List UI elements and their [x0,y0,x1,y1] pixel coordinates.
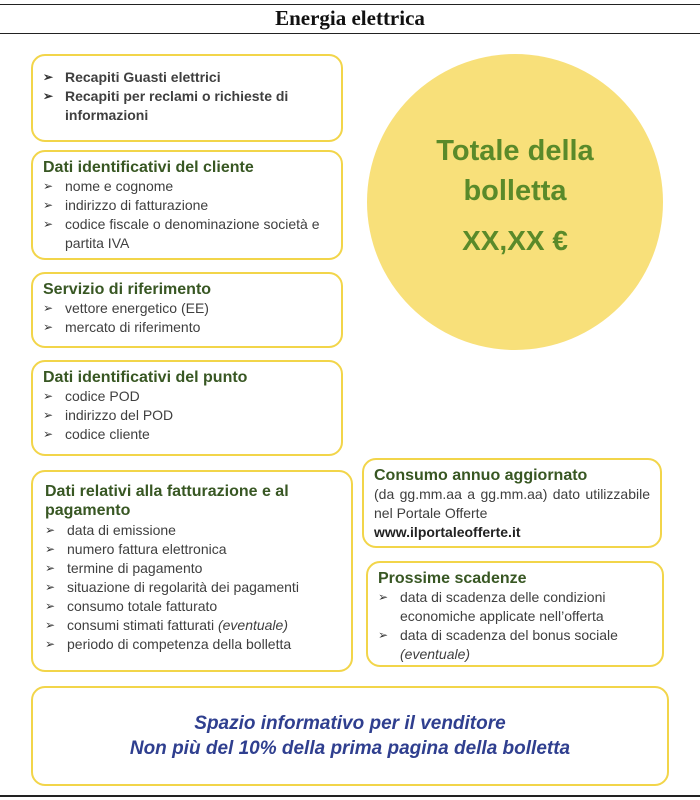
item-note: (eventuale) [400,646,471,662]
list-item: ➢ indirizzo di fatturazione [43,197,209,213]
arrow-bullet-icon: ➢ [43,198,54,212]
list-item: ➢ termine di pagamento [45,560,203,576]
arrow-bullet-icon: ➢ [43,70,54,84]
consumo-box [362,458,662,548]
arrow-bullet-icon: ➢ [43,89,54,103]
arrow-bullet-icon: ➢ [43,408,54,422]
arrow-bullet-icon: ➢ [378,628,389,642]
list-item: ➢ vettore energetico (EE) [43,300,209,316]
punto-list [43,387,331,444]
cliente-title: Dati identificativi del cliente [43,159,254,176]
arrow-bullet-icon: ➢ [45,580,56,594]
arrow-bullet-icon: ➢ [45,561,56,575]
fatturazione-title: Dati relativi alla fatturazione e al pagamento [45,483,289,519]
list-item: ➢ numero fattura elettronica [45,541,227,557]
venditore-box [31,686,669,786]
list-item: ➢ data di emissione [45,522,176,538]
venditore-line-2: Non più del 10% della prima pagina della bolletta [129,738,571,759]
servizio-box [31,272,343,348]
list-item: ➢ periodo di competenza della bolletta [45,636,292,652]
page-title: Energia elettrica [275,6,425,30]
venditore-line-1: Spazio informativo per il venditore [194,713,506,734]
scadenze-title: Prossime scadenze [378,570,527,587]
scadenze-list [378,588,652,664]
portale-link[interactable]: www.ilportaleofferte.it [374,524,521,540]
recapiti-list [43,68,331,125]
list-item: ➢ Recapiti per reclami o richieste di informazioni [43,88,289,123]
punto-box [31,360,343,456]
list-item: ➢ data di scadenza delle condizioni economiche applicate nell’offerta [378,589,606,624]
list-item: ➢ data di scadenza del bonus sociale (eventuale) [378,627,618,662]
arrow-bullet-icon: ➢ [45,523,56,537]
bottom-rule [0,795,700,797]
arrow-bullet-icon: ➢ [43,389,54,403]
fatturazione-box [31,470,353,672]
list-item: ➢ indirizzo del POD [43,407,174,423]
totale-amount: XX,XX € [462,225,568,256]
fatturazione-list [45,521,339,654]
punto-title: Dati identificativi del punto [43,369,248,386]
arrow-bullet-icon: ➢ [45,599,56,613]
arrow-bullet-icon: ➢ [45,618,56,632]
list-item: ➢ consumo totale fatturato [45,598,218,614]
cliente-box [31,150,343,260]
arrow-bullet-icon: ➢ [45,542,56,556]
cliente-list [43,177,331,253]
arrow-bullet-icon: ➢ [43,301,54,315]
recapiti-box [31,54,343,142]
list-item: ➢ situazione di regolarità dei pagamenti [45,579,299,595]
list-item: ➢ Recapiti Guasti elettrici [43,69,221,85]
list-item: ➢ mercato di riferimento [43,319,201,335]
list-item: ➢ consumi stimati fatturati (eventuale) [45,617,288,633]
list-item: ➢ nome e cognome [43,178,174,194]
list-item: ➢ codice POD [43,388,140,404]
consumo-text: (da gg.mm.aa a gg.mm.aa) dato utilizzabile nel Portale Offerte [374,486,650,521]
totale-circle [367,54,663,350]
arrow-bullet-icon: ➢ [43,179,54,193]
arrow-bullet-icon: ➢ [43,320,54,334]
servizio-list [43,299,331,337]
item-note: (eventuale) [217,617,288,633]
page-title-bar [0,4,700,34]
servizio-title: Servizio di riferimento [43,281,212,298]
list-item: ➢ codice fiscale o denominazione società e partita IVA [43,216,320,251]
scadenze-box [366,561,664,667]
arrow-bullet-icon: ➢ [43,427,54,441]
arrow-bullet-icon: ➢ [43,217,54,231]
totale-title: Totale della bolletta [436,135,594,207]
list-item: ➢ codice cliente [43,426,150,442]
consumo-title: Consumo annuo aggiornato [374,467,588,484]
arrow-bullet-icon: ➢ [45,637,56,651]
arrow-bullet-icon: ➢ [378,590,389,604]
